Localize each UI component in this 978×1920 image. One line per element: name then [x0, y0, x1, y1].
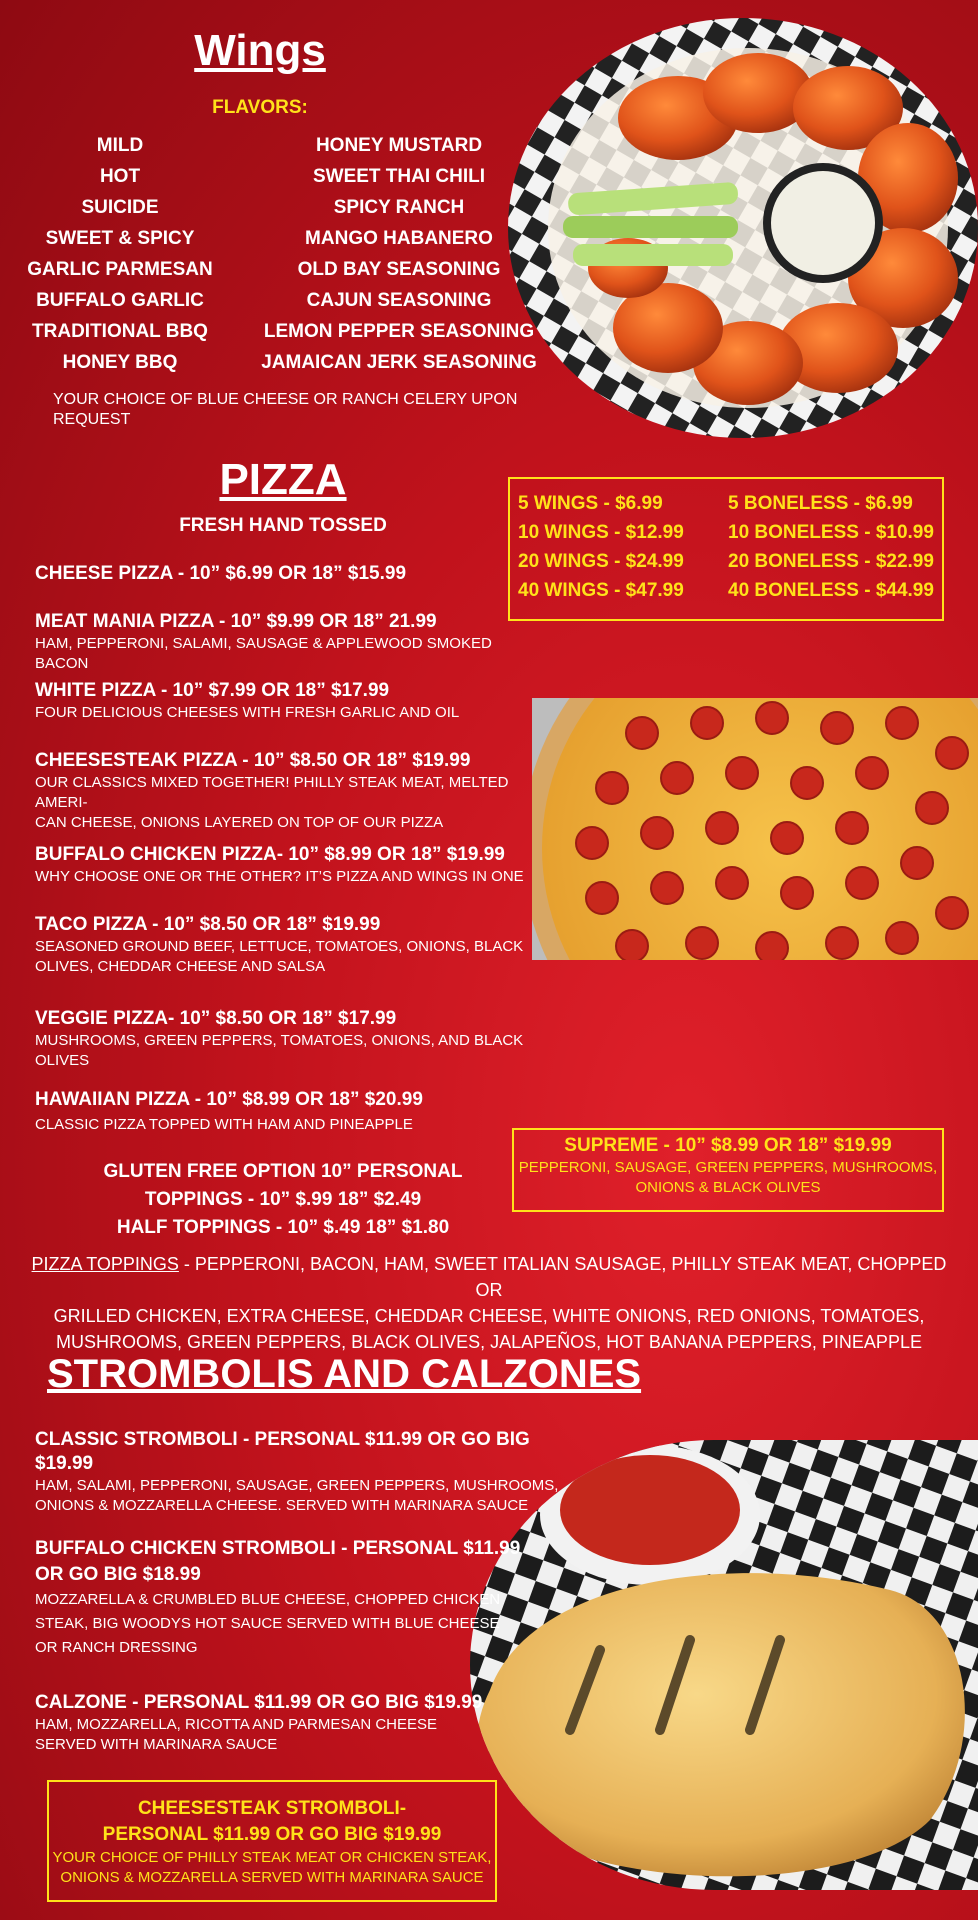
- pizza-item-name: VEGGIE PIZZA- 10” $8.50 OR 18” $17.99: [35, 1008, 397, 1029]
- boneless-price: 40 BONELESS - $44.99: [728, 580, 934, 601]
- flavors-label: FLAVORS:: [212, 97, 308, 118]
- supreme-desc: ONIONS & BLACK OLIVES: [635, 1179, 821, 1196]
- stromboli-list: [35, 1428, 575, 1771]
- pizza-title: PIZZA: [219, 455, 347, 504]
- pizza-item-desc: WHY CHOOSE ONE OR THE OTHER? IT’S PIZZA AND WINGS IN ONE: [35, 868, 524, 885]
- wings-title: Wings: [194, 26, 326, 75]
- pizza-item-name: HAWAIIAN PIZZA - 10” $8.99 OR 18” $20.99: [35, 1089, 423, 1110]
- flavor-item: SWEET & SPICY: [45, 228, 195, 249]
- flavor-item: SPICY RANCH: [333, 197, 465, 218]
- pizza-list: [35, 562, 535, 1135]
- pizza-item: [35, 1085, 535, 1135]
- cheesesteak-title: CHEESESTEAK STROMBOLI-: [137, 1798, 407, 1819]
- stromboli-item-desc: ONIONS & MOZZARELLA CHEESE. SERVED WITH MARINARA SAUCE: [35, 1497, 529, 1514]
- stromboli-item-name: BUFFALO CHICKEN STROMBOLI - PERSONAL $11.99: [35, 1538, 521, 1559]
- flavor-item: LEMON PEPPER SEASONING: [263, 321, 535, 342]
- flavor-item: SWEET THAI CHILI: [312, 166, 486, 187]
- flavor-item: BUFFALO GARLIC: [36, 290, 204, 311]
- cheesesteak-desc: YOUR CHOICE OF PHILLY STEAK MEAT OR CHICKEN STEAK,: [52, 1849, 492, 1866]
- pizza-item-desc: CLASSIC PIZZA TOPPED WITH HAM AND PINEAPPLE: [35, 1116, 413, 1133]
- pizza-item-name: TACO PIZZA - 10” $8.50 OR 18” $19.99: [35, 914, 381, 935]
- flavor-item: HONEY BBQ: [62, 352, 178, 373]
- stromboli-item-desc: HAM, SALAMI, PEPPERONI, SAUSAGE, GREEN PEPPERS, MUSHROOMS,: [35, 1477, 559, 1494]
- stromboli-item-buffalo: [35, 1536, 575, 1691]
- pizza-item-desc: OLIVES, CHEDDAR CHEESE AND SALSA: [35, 958, 326, 975]
- pizza-item: [35, 562, 535, 610]
- pizza-item: [35, 1007, 535, 1085]
- toppings-label: PIZZA TOPPINGS: [31, 1254, 179, 1274]
- stromboli-item-name: OR GO BIG $18.99: [35, 1564, 201, 1585]
- cheesesteak-desc: ONIONS & MOZZARELLA SERVED WITH MARINARA SAUCE: [60, 1869, 484, 1886]
- toppings-line: GRILLED CHICKEN, EXTRA CHEESE, CHEDDAR CHEESE, WHITE ONIONS, RED ONIONS, TOMATOES,: [53, 1306, 925, 1326]
- flavor-item: SUICIDE: [81, 197, 159, 218]
- flavor-item: HOT: [99, 166, 141, 187]
- pizza-photo: [532, 698, 978, 960]
- pizza-item: [35, 749, 535, 843]
- flavor-item: JAMAICAN JERK SEASONING: [261, 352, 537, 373]
- stromboli-item-calzone: [35, 1691, 575, 1771]
- pizza-item-name: CHEESE PIZZA - 10” $6.99 OR 18” $15.99: [35, 563, 407, 584]
- flavor-item: HONEY MUSTARD: [315, 135, 483, 156]
- pizza-item-desc: HAM, PEPPERONI, SALAMI, SAUSAGE & APPLEWOOD SMOKED BACON: [35, 635, 492, 672]
- toppings-line: MUSHROOMS, GREEN PEPPERS, BLACK OLIVES, JALAPEÑOS, HOT BANANA PEPPERS, PINEAPPLE: [56, 1332, 922, 1352]
- stromboli-item-desc: STEAK, BIG WOODYS HOT SAUCE SERVED WITH BLUE CHEESE: [35, 1615, 500, 1632]
- pizza-item: [35, 843, 535, 913]
- pizza-item: [35, 679, 535, 749]
- stromboli-item-name: CALZONE - PERSONAL $11.99 OR GO BIG $19.99: [35, 1692, 483, 1713]
- stromboli-item-name: CLASSIC STROMBOLI - PERSONAL $11.99 OR GO BIG $19.99: [35, 1429, 530, 1474]
- boneless-price: 5 BONELESS - $6.99: [728, 493, 913, 514]
- supreme-title: SUPREME - 10” $8.99 OR 18” $19.99: [564, 1135, 892, 1156]
- wings-photo: [508, 18, 978, 438]
- pizza-item-desc: CAN CHEESE, ONIONS LAYERED ON TOP OF OUR PIZZA: [35, 814, 444, 831]
- pizza-subtitle: FRESH HAND TOSSED: [179, 515, 387, 536]
- supreme-box: [512, 1128, 944, 1212]
- wings-illustration: [508, 18, 978, 438]
- pizza-item-name: MEAT MANIA PIZZA - 10” $9.99 OR 18” 21.99: [35, 611, 437, 632]
- pizza-item: [35, 913, 535, 1007]
- wings-price: 10 WINGS - $12.99: [518, 522, 684, 543]
- pizza-item-name: WHITE PIZZA - 10” $7.99 OR 18” $17.99: [35, 680, 390, 701]
- wings-price-col: [518, 489, 718, 605]
- strombolis-title: STROMBOLIS AND CALZONES: [47, 1352, 642, 1396]
- flavor-item: MILD: [96, 135, 144, 156]
- flavor-item: CAJUN SEASONING: [306, 290, 492, 311]
- stromboli-item-classic: [35, 1428, 575, 1536]
- toppings-line: [30, 1251, 948, 1303]
- stromboli-item-desc: OR RANCH DRESSING: [35, 1639, 198, 1656]
- pizza-item-desc: SEASONED GROUND BEEF, LETTUCE, TOMATOES, ONIONS, BLACK: [35, 938, 524, 955]
- gluten-free-option: GLUTEN FREE OPTION 10” PERSONAL: [103, 1161, 463, 1182]
- boneless-price: 10 BONELESS - $10.99: [728, 522, 934, 543]
- wings-price: 5 WINGS - $6.99: [518, 493, 663, 514]
- wings-price-box: [508, 477, 944, 621]
- toppings-info: [83, 1158, 483, 1242]
- stromboli-item-desc: HAM, MOZZARELLA, RICOTTA AND PARMESAN CHEESE: [35, 1716, 438, 1733]
- cheesesteak-stromboli-box: [47, 1780, 497, 1902]
- pizza-item: [35, 610, 535, 679]
- toppings-text: - PEPPERONI, BACON, HAM, SWEET ITALIAN SAUSAGE, PHILLY STEAK MEAT, CHOPPED OR: [178, 1254, 947, 1300]
- boneless-price: 20 BONELESS - $22.99: [728, 551, 934, 572]
- supreme-desc: PEPPERONI, SAUSAGE, GREEN PEPPERS, MUSHROOMS,: [518, 1159, 938, 1176]
- flavor-item: TRADITIONAL BBQ: [32, 321, 208, 342]
- flavor-item: OLD BAY SEASONING: [297, 259, 501, 280]
- flavor-item: MANGO HABANERO: [305, 228, 493, 249]
- cheesesteak-title: PERSONAL $11.99 OR GO BIG $19.99: [102, 1824, 442, 1845]
- pizza-toppings-list: [30, 1251, 948, 1355]
- stromboli-item-desc: SERVED WITH MARINARA SAUCE: [35, 1736, 278, 1753]
- pizza-item-desc: FOUR DELICIOUS CHEESES WITH FRESH GARLIC AND OIL: [35, 704, 460, 721]
- wings-note: YOUR CHOICE OF BLUE CHEESE OR RANCH CELERY UPON REQUEST: [53, 391, 518, 428]
- wings-price: 40 WINGS - $47.99: [518, 580, 684, 601]
- pizza-item-name: BUFFALO CHICKEN PIZZA- 10” $8.99 OR 18” $19.99: [35, 844, 505, 865]
- wings-price: 20 WINGS - $24.99: [518, 551, 684, 572]
- flavor-item: GARLIC PARMESAN: [27, 259, 213, 280]
- toppings-price: TOPPINGS - 10” $.99 18” $2.49: [144, 1189, 422, 1210]
- boneless-price-col: [728, 489, 938, 605]
- flavors-left-list: [20, 130, 220, 378]
- pizza-item-name: CHEESESTEAK PIZZA - 10” $8.50 OR 18” $19.99: [35, 750, 471, 771]
- stromboli-item-desc: MOZZARELLA & CRUMBLED BLUE CHEESE, CHOPPED CHICKEN: [35, 1591, 501, 1608]
- pizza-illustration: [532, 698, 978, 960]
- half-toppings-price: HALF TOPPINGS - 10” $.49 18” $1.80: [116, 1217, 450, 1238]
- pizza-item-desc: OUR CLASSICS MIXED TOGETHER! PHILLY STEAK MEAT, MELTED AMERI-: [35, 774, 509, 811]
- pizza-item-desc: MUSHROOMS, GREEN PEPPERS, TOMATOES, ONIONS, AND BLACK OLIVES: [35, 1032, 524, 1069]
